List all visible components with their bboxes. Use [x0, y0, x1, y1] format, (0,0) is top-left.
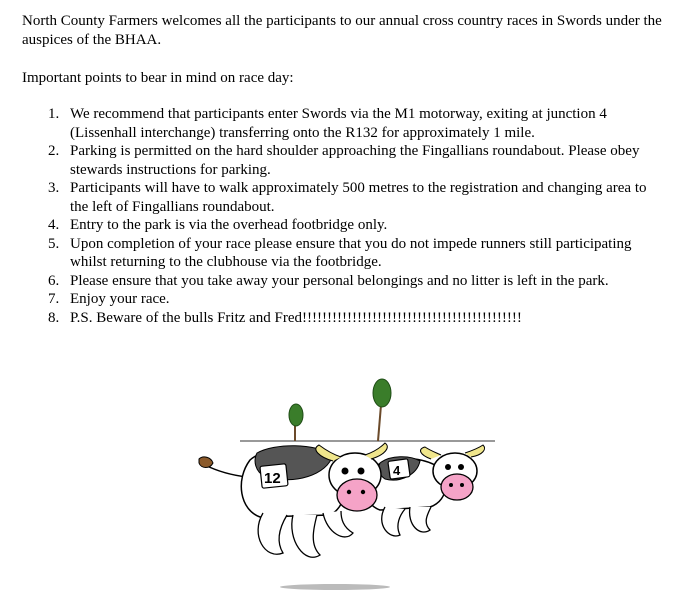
list-item-text: Enjoy your race.	[70, 291, 170, 307]
list-item-number: 7.	[48, 291, 60, 307]
list-item-number: 6.	[48, 272, 60, 289]
shadow	[280, 584, 390, 590]
list-item-text: Upon completion of your race please ensure that you do not impede runners still participating whilst returning to the clubhouse via the footbridge.	[70, 235, 632, 270]
bull-right	[365, 445, 485, 536]
list-item	[48, 142, 658, 179]
list-item-text: Participants will have to walk approximately 500 metres to the registration and changing area to the left of Fingallians roundabout.	[70, 180, 647, 215]
list-item	[48, 179, 658, 216]
list-item	[48, 309, 658, 328]
bull-right-number: 4	[393, 463, 401, 478]
list-item	[48, 235, 658, 272]
points-heading: Important points to bear in mind on race day:	[22, 70, 294, 86]
list-item-text: We recommend that participants enter Swords via the M1 motorway, exiting at junction 4 (Lissenhall interchange) transferring onto the R132 for approximately 1 mile.	[70, 106, 607, 141]
tree-icon	[373, 379, 391, 441]
list-item-number: 4.	[48, 217, 60, 233]
race-day-points-list	[48, 105, 658, 327]
list-item-number: 1.	[48, 106, 60, 122]
list-item-number: 8.	[48, 309, 60, 326]
list-item-text: P.S. Beware of the bulls Fritz and Fred!!!!!!!!!!!!!!!!!!!!!!!!!!!!!!!!!!!!!!!!!!!!	[70, 309, 522, 326]
list-item-text: Entry to the park is via the overhead footbridge only.	[70, 217, 388, 233]
list-item-text: Please ensure that you take away your personal belongings and no litter is left in the park.	[70, 272, 609, 289]
list-item	[48, 290, 658, 309]
running-bulls-illustration	[195, 375, 495, 590]
list-item-number: 3.	[48, 180, 60, 196]
list-item-text: Parking is permitted on the hard shoulder approaching the Fingallians roundabout. Please obey stewards instructions for parking.	[70, 143, 640, 178]
list-item	[48, 216, 658, 235]
list-item	[48, 105, 658, 142]
list-item	[48, 272, 658, 291]
list-item-number: 5.	[48, 235, 60, 252]
tree-icon	[289, 404, 303, 441]
list-item-number: 2.	[48, 143, 60, 159]
bull-left-number: 12	[264, 470, 281, 487]
bull-left	[199, 443, 387, 557]
intro-paragraph: North County Farmers welcomes all the participants to our annual cross country races in Swords under the auspices of the BHAA.	[22, 13, 662, 48]
